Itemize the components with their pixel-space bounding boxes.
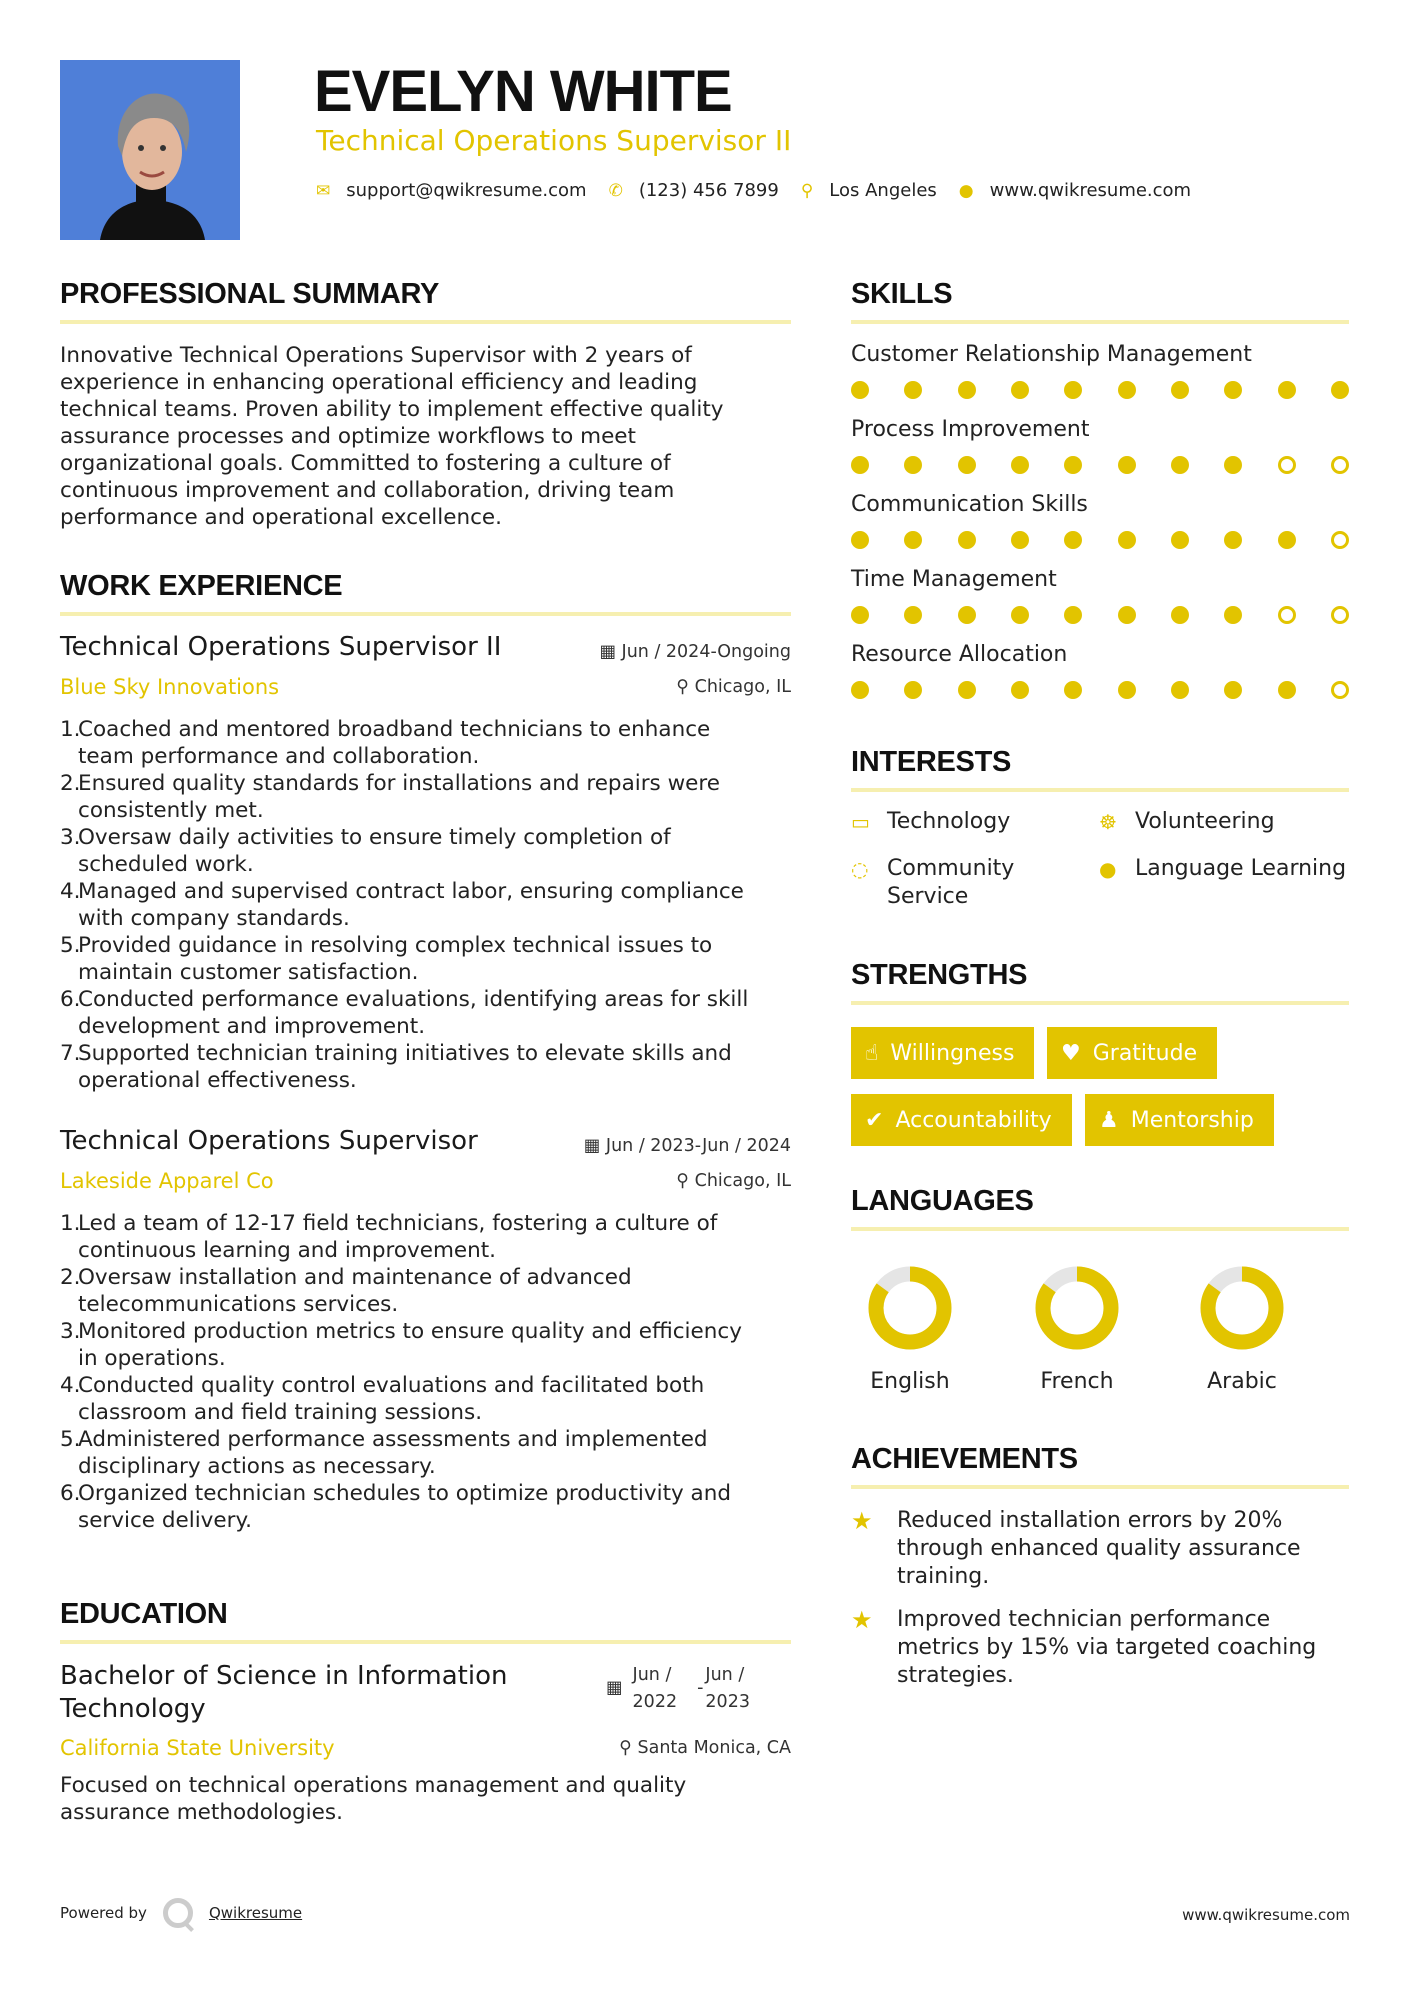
contact-bar xyxy=(316,180,1213,201)
check-circle-icon: ✔ xyxy=(865,1107,884,1133)
skill-dot-empty xyxy=(1278,456,1296,474)
pin-icon: ⚲ xyxy=(676,1171,695,1191)
list-item: 1. Coached and mentored broadband technicians to enhance team performance and collaboration. xyxy=(60,717,711,769)
section-divider xyxy=(60,1640,791,1644)
start-month: Jun / xyxy=(632,1665,672,1685)
strength-tag xyxy=(851,1094,1072,1146)
calendar-icon: ▦ xyxy=(599,642,622,662)
achievement-line: training. xyxy=(897,1564,990,1589)
summary-line: continuous improvement and collaboration, driving team xyxy=(60,478,675,503)
list-item: 3. Monitored production metrics to ensure quality and efficiency in operations. xyxy=(60,1319,742,1371)
handshake-icon: ☸ xyxy=(1099,810,1117,834)
skills-heading: SKILLS xyxy=(851,278,953,310)
achievement-line: Improved technician performance xyxy=(897,1607,1271,1632)
list-item: 5. Provided guidance in resolving complex technical issues to maintain customer satisfaction. xyxy=(60,933,713,985)
section-divider xyxy=(851,1001,1349,1005)
skill-dot-filled xyxy=(1011,456,1029,474)
candidate-name: EVELYN WHITE xyxy=(314,59,732,124)
skill-dot-filled xyxy=(904,681,922,699)
user-plus-icon: ♟ xyxy=(1099,1107,1119,1133)
skill-dot-filled xyxy=(1278,381,1296,399)
skill-dot-filled xyxy=(851,606,869,624)
skill-dot-filled xyxy=(1064,606,1082,624)
skill-rating xyxy=(851,531,1349,549)
skill-name: Process Improvement xyxy=(851,417,1090,442)
interest-item xyxy=(851,855,1014,911)
skill-dot-filled xyxy=(1064,681,1082,699)
skill-rating xyxy=(851,606,1349,624)
skill-rating xyxy=(851,681,1349,699)
language-item xyxy=(1187,1263,1297,1394)
end-year: 2023 xyxy=(705,1692,750,1712)
skill-dot-filled xyxy=(958,606,976,624)
skill-dot-filled xyxy=(958,531,976,549)
list-item: 2. Oversaw installation and maintenance of advanced telecommunications services. xyxy=(60,1265,632,1317)
list-item: 2. Ensured quality standards for installations and repairs were consistently met. xyxy=(60,771,720,823)
map-pin-icon: ⚲ xyxy=(800,180,814,201)
interest-label: Language Learning xyxy=(1135,856,1347,881)
interest-item xyxy=(1099,808,1275,836)
interests-heading: INTERESTS xyxy=(851,746,1012,778)
skill-dot-filled xyxy=(1224,381,1242,399)
skill-dot-filled xyxy=(1118,456,1136,474)
description-line: assurance methodologies. xyxy=(60,1800,343,1825)
list-item: 3. Oversaw daily activities to ensure timely completion of scheduled work. xyxy=(60,825,671,877)
skill-name: Communication Skills xyxy=(851,492,1088,517)
skill-name: Time Management xyxy=(851,567,1057,592)
section-divider xyxy=(851,320,1349,324)
list-item: 7. Supported technician training initiatives to elevate skills and operational effectiveness. xyxy=(60,1041,732,1093)
globe-icon: ● xyxy=(958,180,974,201)
interest-label: Service xyxy=(887,884,969,909)
summary-line: experience in enhancing operational efficiency and leading xyxy=(60,370,698,395)
skill-dot-filled xyxy=(1331,381,1349,399)
language-gauge xyxy=(1032,1263,1122,1353)
skill-dot-filled xyxy=(851,681,869,699)
list-item: 6. Conducted performance evaluations, identifying areas for skill development and improvement. xyxy=(60,987,749,1039)
education-dates xyxy=(606,1662,750,1716)
section-divider xyxy=(851,788,1349,792)
star-icon: ★ xyxy=(851,1606,873,1634)
brand-link[interactable]: Qwikresume xyxy=(208,1904,303,1922)
job-bullets xyxy=(60,716,790,1094)
thumbs-up-icon: ☝ xyxy=(865,1040,879,1066)
summary-text xyxy=(60,342,760,531)
summary-line: Innovative Technical Operations Supervisor with 2 years of xyxy=(60,343,692,368)
job-date-text: Jun / 2023-Jun / 2024 xyxy=(605,1136,791,1156)
job-location-text: Chicago, IL xyxy=(694,677,791,697)
skill-dot-empty xyxy=(1331,681,1349,699)
skill-dot-filled xyxy=(1171,681,1189,699)
achievement-line: Reduced installation errors by 20% xyxy=(897,1508,1283,1533)
summary-line: technical teams. Proven ability to implement effective quality xyxy=(60,397,724,422)
strength-label: Gratitude xyxy=(1092,1040,1198,1066)
job-location xyxy=(676,677,791,697)
email-link[interactable]: support@qwikresume.com xyxy=(346,180,587,201)
education-location-text: Santa Monica, CA xyxy=(637,1738,791,1758)
description-line: Focused on technical operations management and quality xyxy=(60,1773,687,1798)
achievement-line: metrics by 15% via targeted coaching xyxy=(897,1635,1317,1660)
skill-dot-filled xyxy=(1011,681,1029,699)
language-name: French xyxy=(1040,1369,1114,1394)
skill-dot-empty xyxy=(1331,606,1349,624)
calendar-icon: ▦ xyxy=(583,1136,606,1156)
section-divider xyxy=(851,1227,1349,1231)
job-title: Technical Operations Supervisor II xyxy=(60,632,502,662)
education-heading: EDUCATION xyxy=(60,1598,228,1630)
website-link[interactable]: www.qwikresume.com xyxy=(989,180,1192,201)
skill-dot-filled xyxy=(904,456,922,474)
end-month: Jun / xyxy=(705,1665,745,1685)
list-item: 5. Administered performance assessments and implemented disciplinary actions as necessary. xyxy=(60,1427,708,1479)
heart-icon: ♥ xyxy=(1061,1040,1081,1066)
summary-line: organizational goals. Committed to fostering a culture of xyxy=(60,451,671,476)
skill-dot-filled xyxy=(1011,531,1029,549)
section-divider xyxy=(851,1485,1349,1489)
skill-dot-filled xyxy=(1011,606,1029,624)
strengths-heading: STRENGTHS xyxy=(851,959,1028,991)
experience-heading: WORK EXPERIENCE xyxy=(60,570,343,602)
achievement-item xyxy=(851,1507,1351,1591)
skill-dot-filled xyxy=(1064,381,1082,399)
skill-dot-filled xyxy=(1064,456,1082,474)
achievement-line: through enhanced quality assurance xyxy=(897,1536,1301,1561)
school-name: California State University xyxy=(60,1736,335,1760)
language-gauge xyxy=(1197,1263,1287,1353)
skill-dot-filled xyxy=(1011,381,1029,399)
achievement-item xyxy=(851,1606,1351,1690)
summary-line: performance and operational excellence. xyxy=(60,505,502,530)
skill-dot-filled xyxy=(1278,681,1296,699)
section-divider xyxy=(60,612,791,616)
list-item: 4. Managed and supervised contract labor, ensuring compliance with company standards. xyxy=(60,879,744,931)
phone-icon: ✆ xyxy=(608,180,623,201)
language-item xyxy=(1022,1263,1132,1394)
skill-dot-filled xyxy=(1224,456,1242,474)
profile-photo xyxy=(60,60,240,240)
skill-rating xyxy=(851,381,1349,399)
skill-dot-filled xyxy=(1118,531,1136,549)
language-gauge xyxy=(865,1263,955,1353)
skill-dot-filled xyxy=(904,531,922,549)
start-year: 2022 xyxy=(632,1692,678,1712)
section-divider xyxy=(60,320,791,324)
skill-dot-empty xyxy=(1331,456,1349,474)
skill-dot-filled xyxy=(1118,381,1136,399)
skill-dot-filled xyxy=(1224,606,1242,624)
list-item: 4. Conducted quality control evaluations and facilitated both classroom and field training sessions. xyxy=(60,1373,705,1425)
achievement-line: strategies. xyxy=(897,1663,1014,1688)
powered-by-text: Powered by xyxy=(60,1904,147,1922)
list-item: 1. Led a team of 12-17 field technicians, fostering a culture of continuous learning and improvement. xyxy=(60,1211,718,1263)
language-name: English xyxy=(870,1369,950,1394)
skill-name: Resource Allocation xyxy=(851,642,1068,667)
strength-tag xyxy=(1047,1027,1217,1079)
skill-dot-filled xyxy=(958,456,976,474)
skill-name: Customer Relationship Management xyxy=(851,342,1252,367)
skill-dot-filled xyxy=(1171,381,1189,399)
education-description xyxy=(60,1772,686,1826)
envelope-icon: ✉ xyxy=(316,180,331,201)
achievements-heading: ACHIEVEMENTS xyxy=(851,1443,1078,1475)
strength-label: Mentorship xyxy=(1130,1107,1254,1133)
skill-dot-filled xyxy=(1064,531,1082,549)
job-location xyxy=(676,1171,791,1191)
strength-tag xyxy=(851,1027,1034,1079)
laptop-icon: ▭ xyxy=(851,810,870,834)
job-location-text: Chicago, IL xyxy=(694,1171,791,1191)
star-icon: ★ xyxy=(851,1507,873,1535)
skill-dot-filled xyxy=(958,681,976,699)
degree-line: Bachelor of Science in Information xyxy=(60,1661,508,1691)
degree-title xyxy=(60,1660,507,1726)
pin-icon: ⚲ xyxy=(676,677,695,697)
qwikresume-logo-icon xyxy=(163,1898,193,1928)
skill-dot-empty xyxy=(1278,606,1296,624)
skill-dot-filled xyxy=(851,381,869,399)
strength-label: Accountability xyxy=(895,1107,1052,1133)
summary-line: assurance processes and optimize workflows to meet xyxy=(60,424,636,449)
skill-dot-filled xyxy=(851,531,869,549)
company-name: Blue Sky Innovations xyxy=(60,675,280,699)
footer-powered-by xyxy=(60,1898,302,1928)
job-title: Technical Operations Supervisor xyxy=(60,1126,478,1156)
job-date xyxy=(599,642,791,662)
interest-label: Technology xyxy=(887,809,1011,834)
skill-dot-filled xyxy=(1118,606,1136,624)
location-text: Los Angeles xyxy=(829,180,937,201)
skill-dot-filled xyxy=(1278,531,1296,549)
hand-icon: ◌ xyxy=(851,857,869,881)
interest-label: Volunteering xyxy=(1135,809,1275,834)
skill-dot-filled xyxy=(1224,531,1242,549)
candidate-title: Technical Operations Supervisor II xyxy=(316,124,792,157)
job-date xyxy=(584,1136,791,1156)
strength-tag xyxy=(1085,1094,1274,1146)
globe-icon: ● xyxy=(1099,857,1117,881)
skill-dot-filled xyxy=(1171,456,1189,474)
skill-dot-filled xyxy=(1118,681,1136,699)
skill-dot-filled xyxy=(958,381,976,399)
language-item xyxy=(855,1263,965,1394)
skill-dot-filled xyxy=(904,606,922,624)
summary-heading: PROFESSIONAL SUMMARY xyxy=(60,278,440,310)
strength-label: Willingness xyxy=(890,1040,1015,1066)
company-name: Lakeside Apparel Co xyxy=(60,1169,274,1193)
skill-dot-filled xyxy=(851,456,869,474)
list-item: 6. Organized technician schedules to optimize productivity and service delivery. xyxy=(60,1481,732,1533)
interest-item xyxy=(851,808,1010,836)
job-date-text: Jun / 2024-Ongoing xyxy=(621,642,791,662)
pin-icon: ⚲ xyxy=(619,1738,638,1758)
skill-dot-filled xyxy=(904,381,922,399)
skill-dot-filled xyxy=(1171,531,1189,549)
skill-dot-empty xyxy=(1331,531,1349,549)
skill-dot-filled xyxy=(1171,606,1189,624)
date-dash: - xyxy=(697,1678,704,1698)
interest-item xyxy=(1099,855,1346,883)
language-name: Arabic xyxy=(1207,1369,1277,1394)
job-bullets xyxy=(60,1210,790,1534)
education-location xyxy=(619,1738,791,1758)
calendar-icon: ▦ xyxy=(606,1678,623,1698)
phone-number: (123) 456 7899 xyxy=(638,180,779,201)
degree-line: Technology xyxy=(60,1694,206,1724)
footer-website-link[interactable]: www.qwikresume.com xyxy=(1182,1906,1350,1924)
skill-rating xyxy=(851,456,1349,474)
languages-heading: LANGUAGES xyxy=(851,1185,1034,1217)
skill-dot-filled xyxy=(1224,681,1242,699)
interest-label: Community xyxy=(887,856,1015,881)
